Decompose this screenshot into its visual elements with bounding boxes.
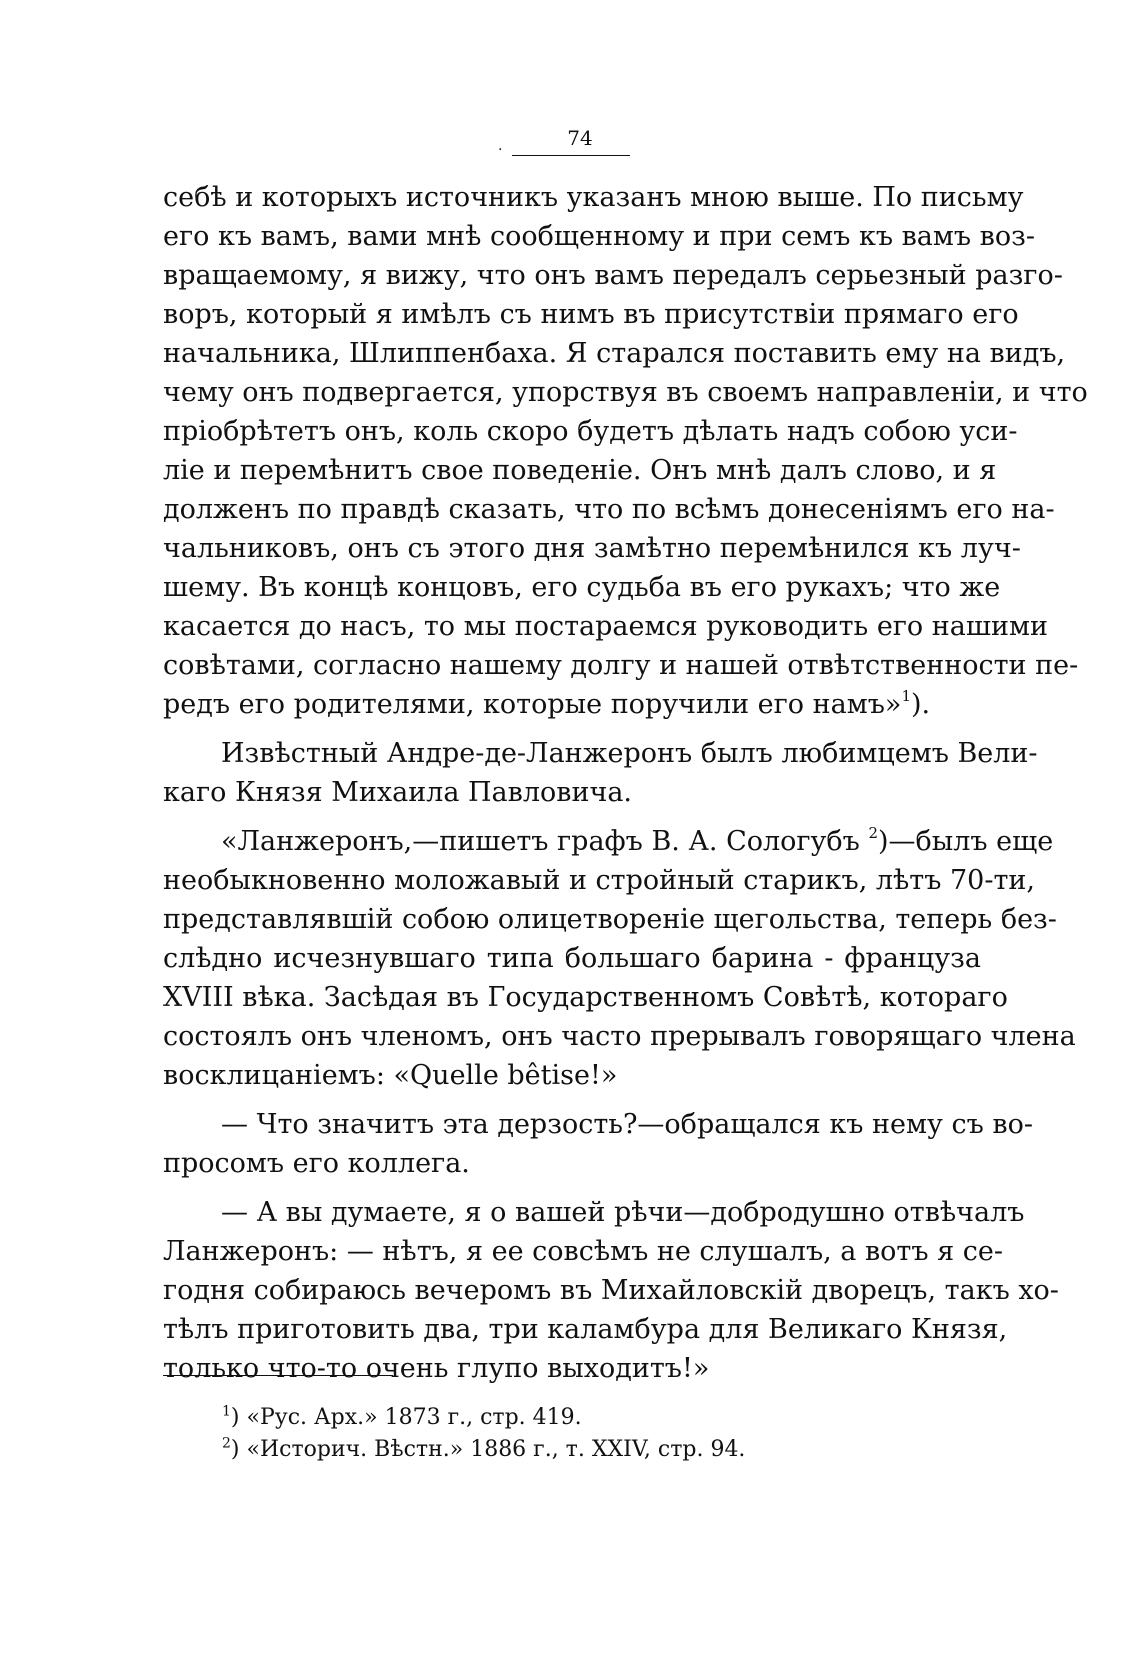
text-line: только что-то очень глупо выходитъ!» xyxy=(163,1353,710,1384)
text-line: годня собираюсь вечеромъ въ Михайловскій дворецъ, такъ хо- xyxy=(163,1275,1059,1306)
text-line xyxy=(163,685,981,724)
paragraph-1 xyxy=(163,178,1088,724)
text-line: ліе и перемѣнитъ свое поведеніе. Онъ мнѣ далъ слово, и я xyxy=(163,455,997,486)
text-line: чему онъ подвергается, упорствуя въ своемъ направленіи, и что xyxy=(163,377,1088,408)
text-line: — Что значитъ эта дерзость?—обращался къ нему съ во- xyxy=(221,1109,1033,1140)
footnotes xyxy=(222,1402,922,1466)
text-line: восклицаніемъ: «Quelle bêtise!» xyxy=(163,1060,618,1091)
footnote-1 xyxy=(222,1402,922,1434)
text-line: Ланжеронъ: — нѣтъ, я ее совсѣмъ не слушалъ, а вотъ я се- xyxy=(163,1236,1003,1267)
footnote-mark: 2 xyxy=(222,1435,231,1452)
header-dot: . xyxy=(498,138,503,154)
text-line: Извѣстный Андре-де-Ланжеронъ былъ любимцемъ Вели- xyxy=(221,738,1038,769)
paragraph-2 xyxy=(163,734,1038,812)
text-segment: ). xyxy=(911,689,931,720)
text-segment: «Ланжеронъ,—пишетъ графъ В. А. Сологубъ xyxy=(221,826,869,857)
text-line: себѣ и которыхъ источникъ указанъ мною выше. По письму xyxy=(163,182,1024,213)
text-line: каго Князя Михаила Павловича. xyxy=(163,777,632,808)
paragraph-4 xyxy=(163,1105,1033,1183)
text-line: воръ, который я имѣлъ съ нимъ въ присутствіи прямаго его xyxy=(163,299,1019,330)
text-line: необыкновенно моложавый и стройный старикъ, лѣтъ 70-ти, xyxy=(163,865,1035,896)
footnote-text: ) «Историч. Вѣстн.» 1886 г., т. XXIV, стр. 94. xyxy=(230,1437,746,1462)
header-rule xyxy=(512,155,630,156)
text-segment: )—былъ еще xyxy=(877,826,1054,857)
text-line: тѣлъ приготовить два, три каламбура для Великаго Князя, xyxy=(163,1314,1008,1345)
text-line: его къ вамъ, вами мнѣ сообщенному и при семъ къ вамъ воз- xyxy=(163,221,1035,252)
footnote-ref-1[interactable]: 1 xyxy=(901,687,911,705)
text-segment: редъ его родителями, которые поручили его намъ» xyxy=(163,689,902,720)
text-line: состоялъ онъ членомъ, онъ часто прерывалъ говорящаго члена xyxy=(163,1021,1076,1052)
footnote-ref-2[interactable]: 2 xyxy=(868,824,878,842)
text-line: пріобрѣтетъ онъ, коль скоро будетъ дѣлать надъ собою уси- xyxy=(163,416,1018,447)
text-line: слѣдно исчезнувшаго типа большаго барина - француза xyxy=(163,943,981,974)
text-line: вращаемому, я вижу, что онъ вамъ передалъ серьезный разго- xyxy=(163,260,1063,291)
footnote-rule xyxy=(163,1375,393,1376)
text-line: касается до насъ, то мы постараемся руководить его нашими xyxy=(163,611,1048,642)
footnote-mark: 1 xyxy=(222,1403,231,1420)
text-line: представлявшій собою олицетвореніе щегольства, теперь без- xyxy=(163,904,1057,935)
text-line: начальника, Шлиппенбаха. Я старался поставить ему на видъ, xyxy=(163,338,1066,369)
body-text xyxy=(163,178,1088,1388)
paragraph-3 xyxy=(163,822,1076,1095)
text-line xyxy=(163,822,1054,861)
text-line: совѣтами, согласно нашему долгу и нашей отвѣтственности пе- xyxy=(163,650,1079,681)
text-line: просомъ его коллега. xyxy=(163,1148,470,1179)
page-number: 74 xyxy=(567,126,593,150)
footnote-text: ) «Рус. Арх.» 1873 г., стр. 419. xyxy=(230,1405,582,1430)
text-line: чальниковъ, онъ съ этого дня замѣтно перемѣнился къ луч- xyxy=(163,533,1021,564)
text-line: долженъ по правдѣ сказать, что по всѣмъ донесеніямъ его на- xyxy=(163,494,1055,525)
footnote-2 xyxy=(222,1434,922,1466)
text-line: XVIII вѣка. Засѣдая въ Государственномъ Совѣтѣ, котораго xyxy=(163,982,1008,1013)
text-line: шему. Въ концѣ концовъ, его судьба въ его рукахъ; что же xyxy=(163,572,1001,603)
paragraph-5 xyxy=(163,1193,1059,1388)
text-line: — А вы думаете, я о вашей рѣчи—добродушно отвѣчалъ xyxy=(221,1197,1025,1228)
